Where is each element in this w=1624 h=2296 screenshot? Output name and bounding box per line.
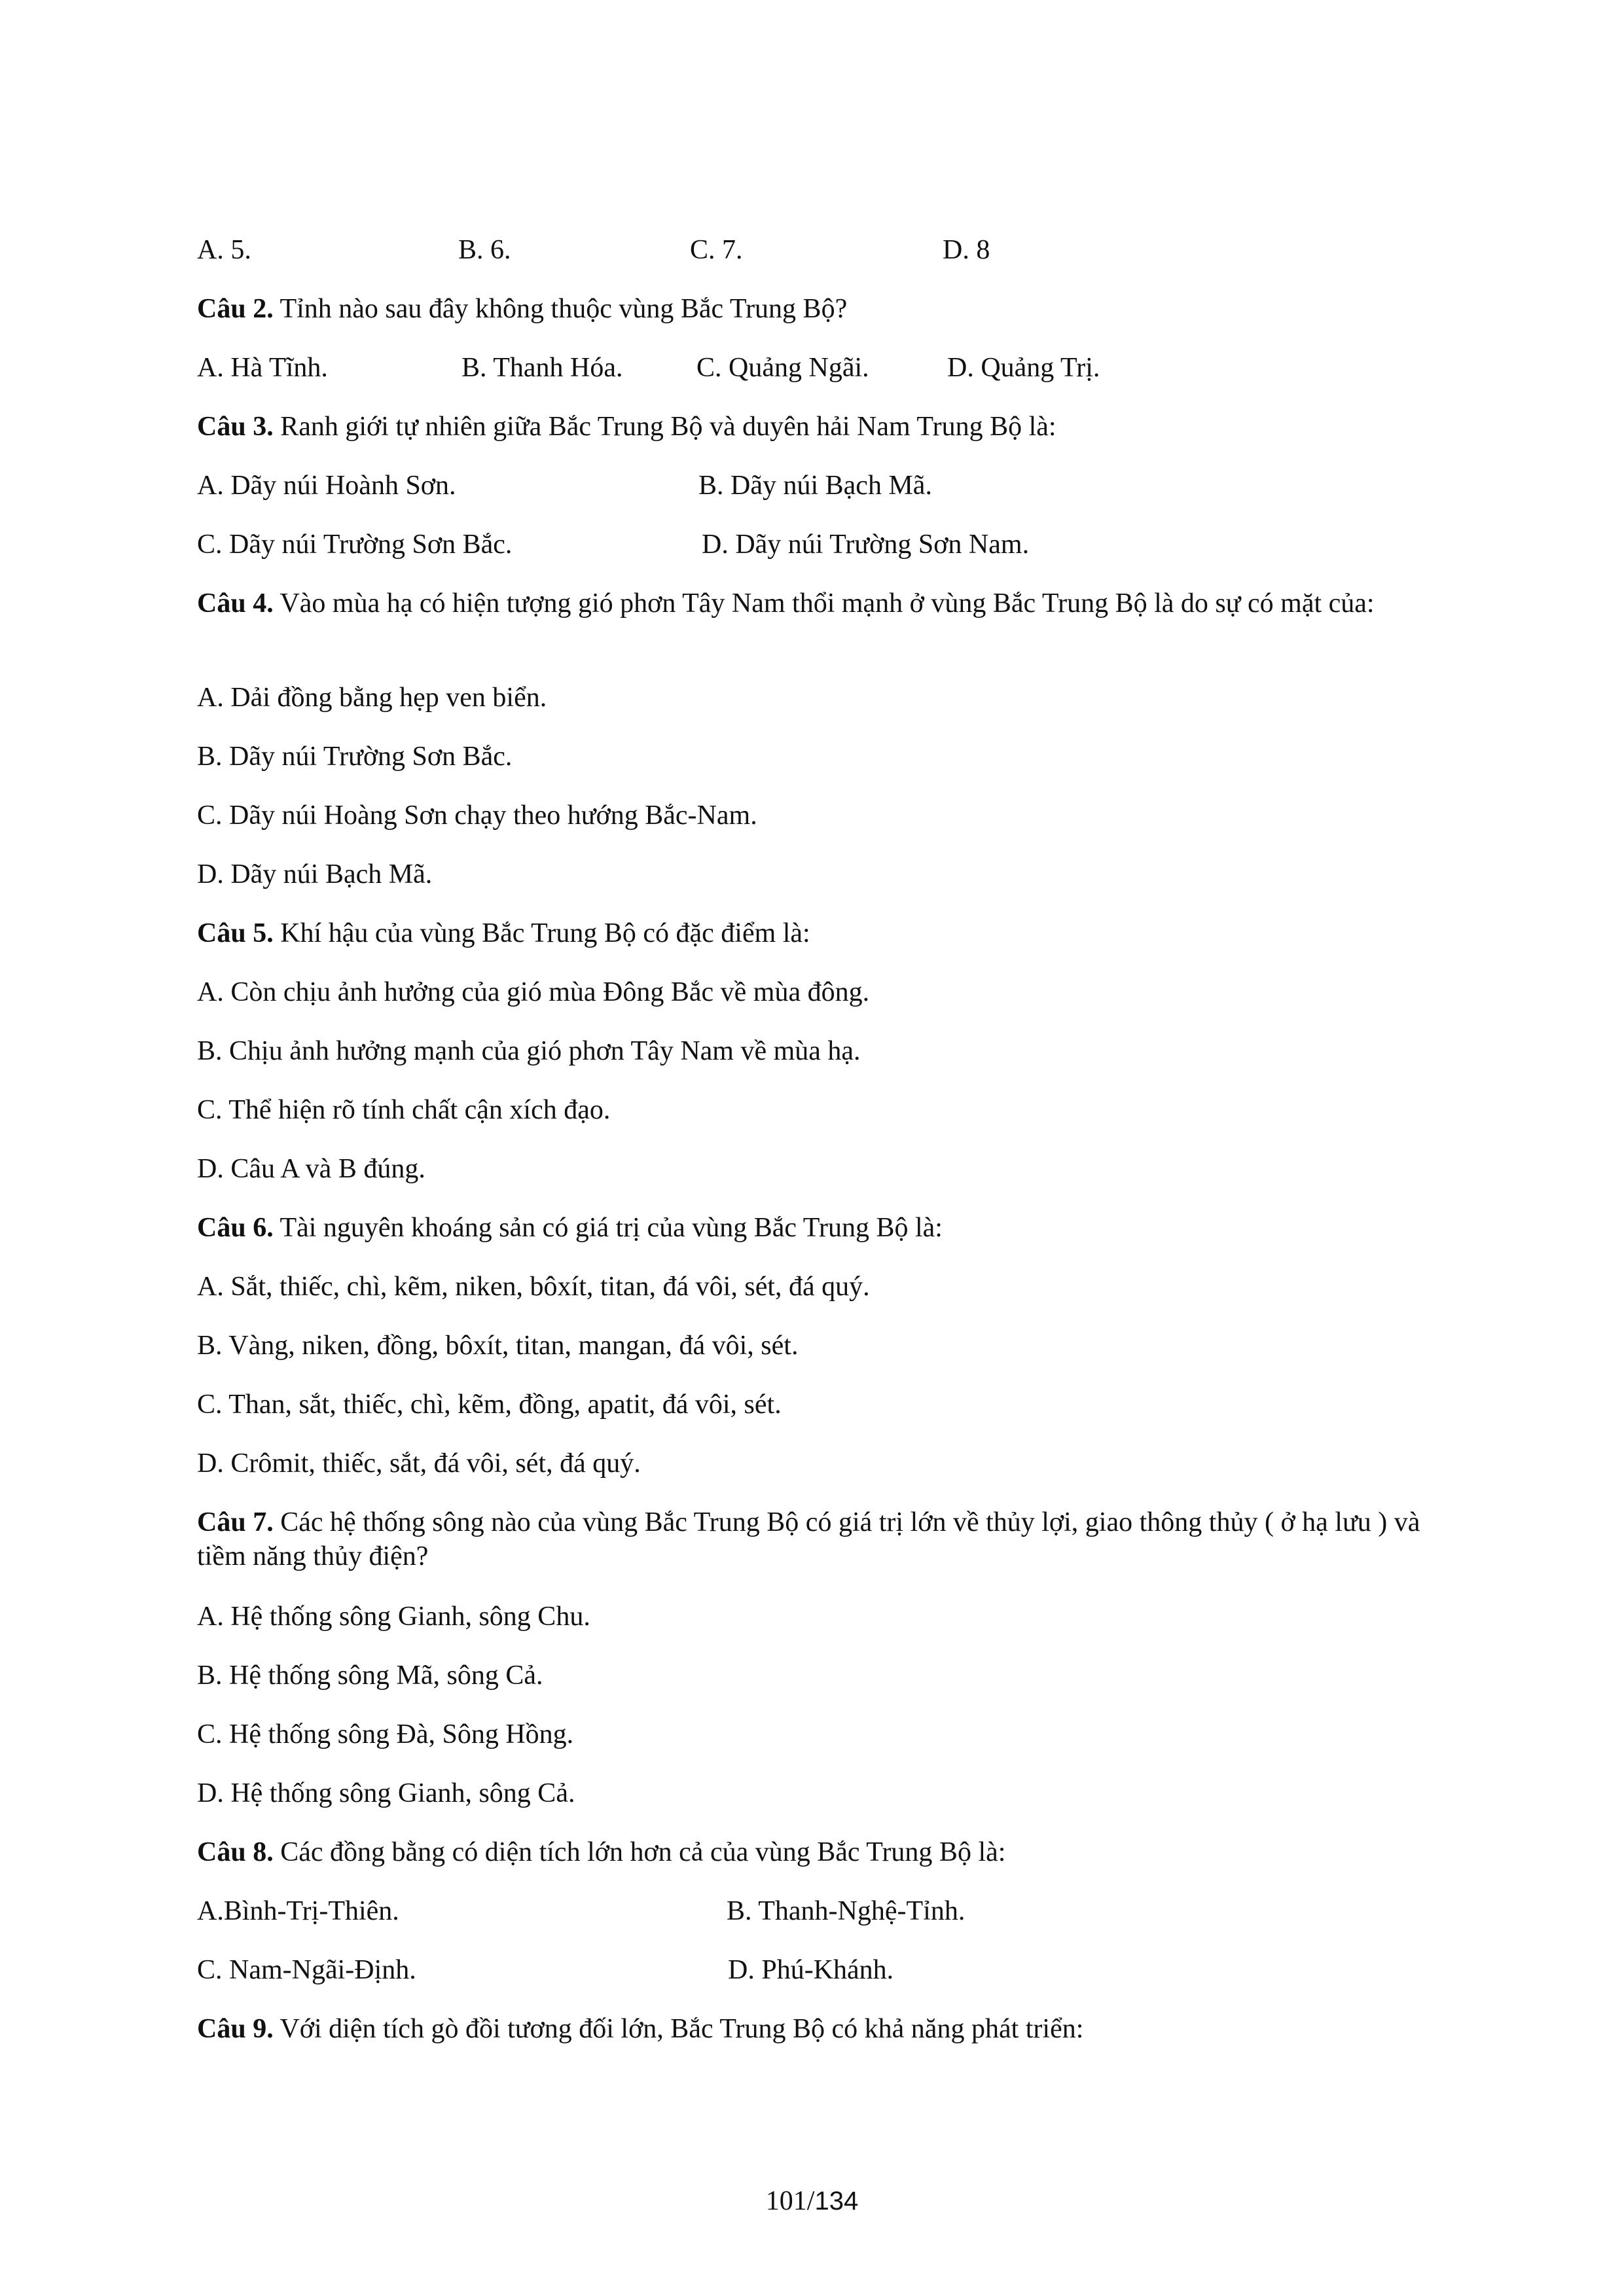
q3-option-a: A. Dãy núi Hoành Sơn.: [197, 471, 456, 501]
q3-option-d: D. Dãy núi Trường Sơn Nam.: [702, 529, 1030, 560]
question-6: [197, 1211, 943, 1245]
q3-option-c: C. Dãy núi Trường Sơn Bắc.: [197, 529, 513, 560]
question-2: [197, 292, 847, 326]
question-7-number: Câu 7.: [197, 1507, 274, 1537]
question-2-text: Tỉnh nào sau đây không thuộc vùng Bắc Trung Bộ?: [273, 294, 848, 324]
question-6-number: Câu 6.: [197, 1213, 274, 1243]
question-7: [197, 1505, 1441, 1573]
q7-option-d: D. Hệ thống sông Gianh, sông Cả.: [197, 1778, 575, 1808]
q1-option-c: C. 7.: [690, 235, 743, 265]
q7-option-a: A. Hệ thống sông Gianh, sông Chu.: [197, 1602, 590, 1632]
question-2-number: Câu 2.: [197, 294, 274, 324]
q2-option-c: C. Quảng Ngãi.: [696, 353, 869, 383]
q2-option-d: D. Quảng Trị.: [947, 353, 1100, 383]
q4-option-b: B. Dãy núi Trường Sơn Bắc.: [197, 742, 513, 772]
q1-option-d: D. 8: [943, 235, 990, 265]
question-5-text: Khí hậu của vùng Bắc Trung Bộ có đặc điểm là:: [273, 918, 810, 948]
q5-option-b: B. Chịu ảnh hưởng mạnh của gió phơn Tây Nam về mùa hạ.: [197, 1036, 861, 1066]
question-4: [197, 586, 1441, 620]
page-number-current: 101/: [765, 2186, 815, 2216]
q2-option-b: B. Thanh Hóa.: [461, 353, 623, 383]
q4-option-d: D. Dãy núi Bạch Mã.: [197, 859, 433, 889]
q6-option-d: D. Crômit, thiếc, sắt, đá vôi, sét, đá quý.: [197, 1448, 641, 1479]
q5-option-a: A. Còn chịu ảnh hưởng của gió mùa Đông Bắc về mùa đông.: [197, 977, 870, 1007]
q1-option-b: B. 6.: [458, 235, 511, 265]
q8-option-b: B. Thanh-Nghệ-Tỉnh.: [727, 1896, 965, 1926]
question-5: [197, 916, 810, 950]
q5-option-c: C. Thể hiện rõ tính chất cận xích đạo.: [197, 1095, 611, 1125]
question-4-text: Vào mùa hạ có hiện tượng gió phơn Tây Nam thổi mạnh ở vùng Bắc Trung Bộ là do sự có mặt của:: [273, 588, 1375, 619]
question-9-text: Với diện tích gò đồi tương đối lớn, Bắc Trung Bộ có khả năng phát triển:: [273, 2014, 1084, 2044]
question-4-number: Câu 4.: [197, 588, 274, 619]
q7-option-b: B. Hệ thống sông Mã, sông Cả.: [197, 1660, 543, 1691]
q6-option-c: C. Than, sắt, thiếc, chì, kẽm, đồng, apatit, đá vôi, sét.: [197, 1390, 782, 1420]
q1-option-a: A. 5.: [197, 235, 251, 265]
q8-option-d: D. Phú-Khánh.: [728, 1955, 894, 1985]
question-5-number: Câu 5.: [197, 918, 274, 948]
q3-option-b: B. Dãy núi Bạch Mã.: [698, 471, 932, 501]
question-8-text: Các đồng bằng có diện tích lớn hơn cả của vùng Bắc Trung Bộ là:: [273, 1837, 1006, 1867]
question-6-text: Tài nguyên khoáng sản có giá trị của vùng Bắc Trung Bộ là:: [273, 1213, 943, 1243]
page-number: [0, 2184, 1624, 2218]
q2-option-a: A. Hà Tĩnh.: [197, 353, 328, 383]
q4-option-c: C. Dãy núi Hoàng Sơn chạy theo hướng Bắc-Nam.: [197, 800, 757, 831]
page-number-total: 134: [814, 2187, 859, 2215]
q8-option-a: A.Bình-Trị-Thiên.: [197, 1896, 399, 1926]
question-3-text: Ranh giới tự nhiên giữa Bắc Trung Bộ và duyên hải Nam Trung Bộ là:: [273, 412, 1056, 442]
question-3-number: Câu 3.: [197, 412, 274, 442]
question-7-text: Các hệ thống sông nào của vùng Bắc Trung Bộ có giá trị lớn về thủy lợi, giao thông thủy ( ở hạ lưu ) và tiềm năng thủy điện?: [197, 1507, 1420, 1571]
question-3: [197, 410, 1056, 444]
q5-option-d: D. Câu A và B đúng.: [197, 1154, 425, 1184]
q6-option-b: B. Vàng, niken, đồng, bôxít, titan, mangan, đá vôi, sét.: [197, 1331, 799, 1361]
q4-option-a: A. Dải đồng bằng hẹp ven biển.: [197, 683, 547, 713]
question-9: [197, 2012, 1083, 2046]
q7-option-c: C. Hệ thống sông Đà, Sông Hồng.: [197, 1719, 574, 1749]
question-8-number: Câu 8.: [197, 1837, 274, 1867]
q8-option-c: C. Nam-Ngãi-Định.: [197, 1955, 416, 1985]
q6-option-a: A. Sắt, thiếc, chì, kẽm, niken, bôxít, titan, đá vôi, sét, đá quý.: [197, 1272, 870, 1302]
question-9-number: Câu 9.: [197, 2014, 274, 2044]
question-8: [197, 1835, 1005, 1869]
